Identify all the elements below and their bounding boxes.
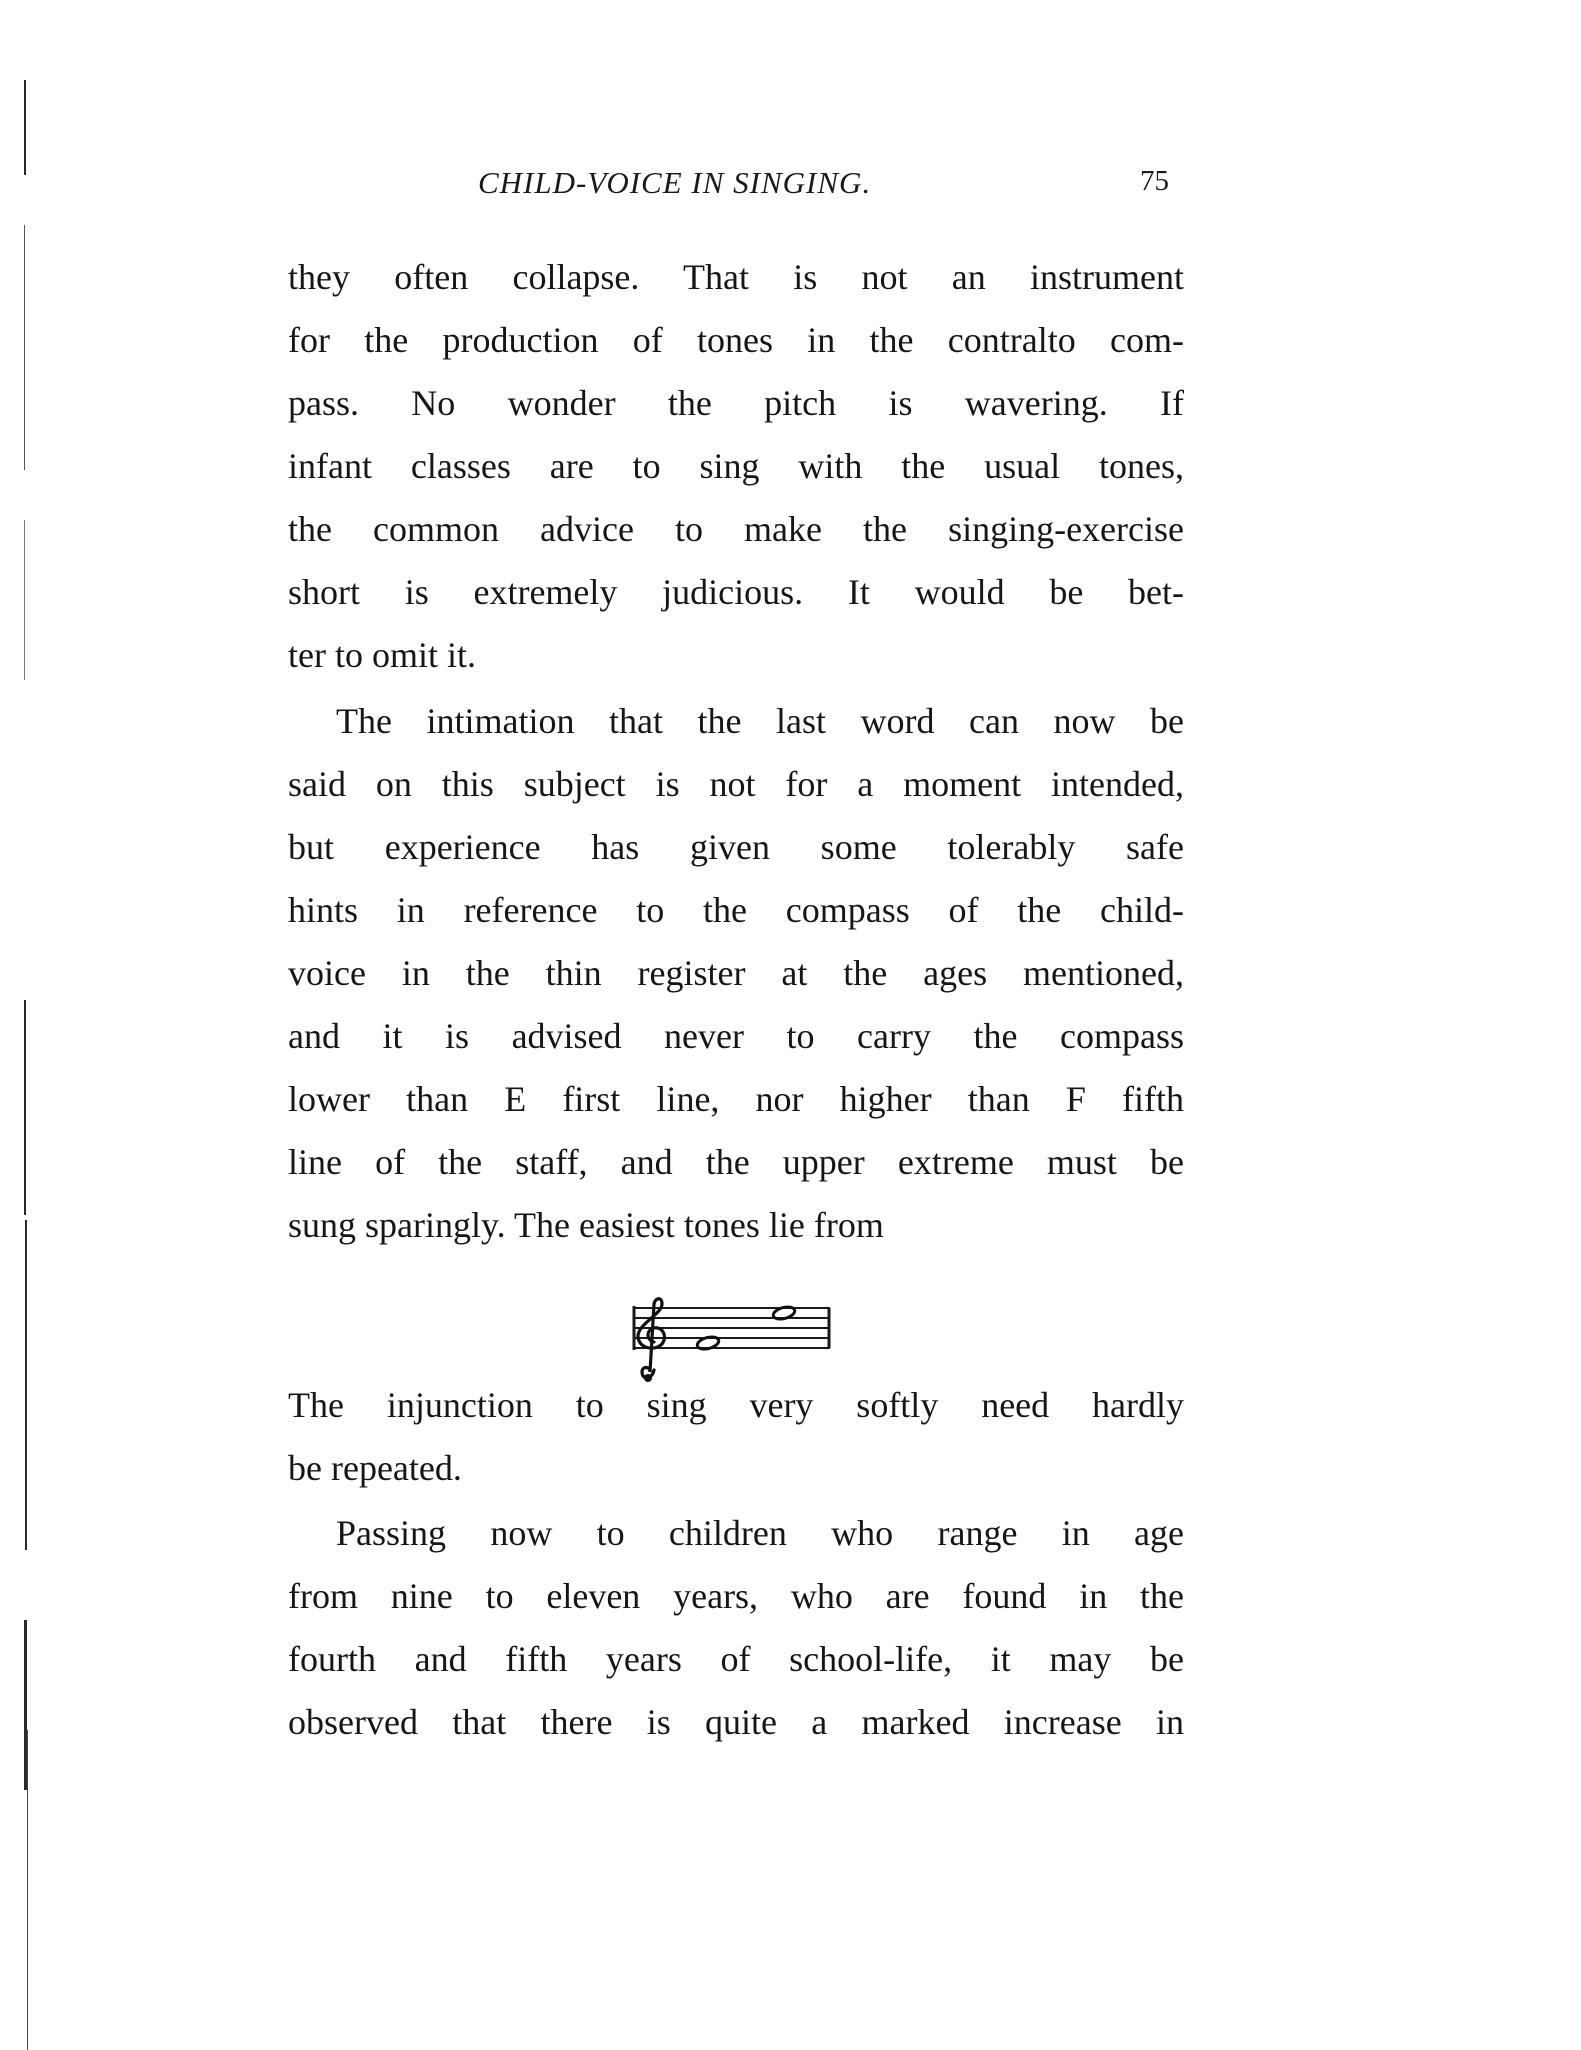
- text-line: for the production of tones in the contralto com-: [288, 320, 1184, 360]
- text-line: The injunction to sing very softly need hardly: [288, 1385, 1184, 1425]
- text-line: said on this subject is not for a moment intended,: [288, 764, 1184, 804]
- text-line: and it is advised never to carry the compass: [288, 1016, 1184, 1056]
- scan-edge-artifact: [24, 225, 25, 470]
- text-line: they often collapse. That is not an instrument: [288, 257, 1184, 297]
- page-number: 75: [1140, 165, 1169, 197]
- running-title: CHILD-VOICE IN SINGING.: [478, 165, 872, 200]
- text-line: observed that there is quite a marked increase in: [288, 1702, 1184, 1742]
- text-line: The intimation that the last word can now be: [336, 701, 1184, 741]
- text-line: line of the staff, and the upper extreme must be: [288, 1142, 1184, 1182]
- scan-edge-artifact: [24, 520, 25, 680]
- scan-edge-artifact: [24, 80, 26, 175]
- clef-tail-dot: [644, 1374, 652, 1382]
- scan-edge-artifact: [25, 1220, 27, 1550]
- text-line: the common advice to make the singing-exercise: [288, 509, 1184, 549]
- text-line: infant classes are to sing with the usual tones,: [288, 446, 1184, 486]
- text-line: Passing now to children who range in age: [336, 1513, 1184, 1553]
- text-line: pass. No wonder the pitch is wavering. If: [288, 383, 1184, 423]
- text-line: short is extremely judicious. It would be bet-: [288, 572, 1184, 612]
- text-line: be repeated.: [288, 1448, 462, 1488]
- music-staff-example: [624, 1296, 834, 1388]
- text-line: sung sparingly. The easiest tones lie from: [288, 1205, 884, 1245]
- text-line: fourth and fifth years of school-life, it may be: [288, 1639, 1184, 1679]
- text-line: from nine to eleven years, who are found in the: [288, 1576, 1184, 1616]
- text-line: but experience has given some tolerably safe: [288, 827, 1184, 867]
- text-line: voice in the thin register at the ages mentioned,: [288, 953, 1184, 993]
- scan-edge-artifact: [27, 1730, 28, 2050]
- text-line: lower than E first line, nor higher than F fifth: [288, 1079, 1184, 1119]
- text-line: ter to omit it.: [288, 635, 476, 675]
- scan-edge-artifact: [24, 1000, 26, 1215]
- text-line: hints in reference to the compass of the child-: [288, 890, 1184, 930]
